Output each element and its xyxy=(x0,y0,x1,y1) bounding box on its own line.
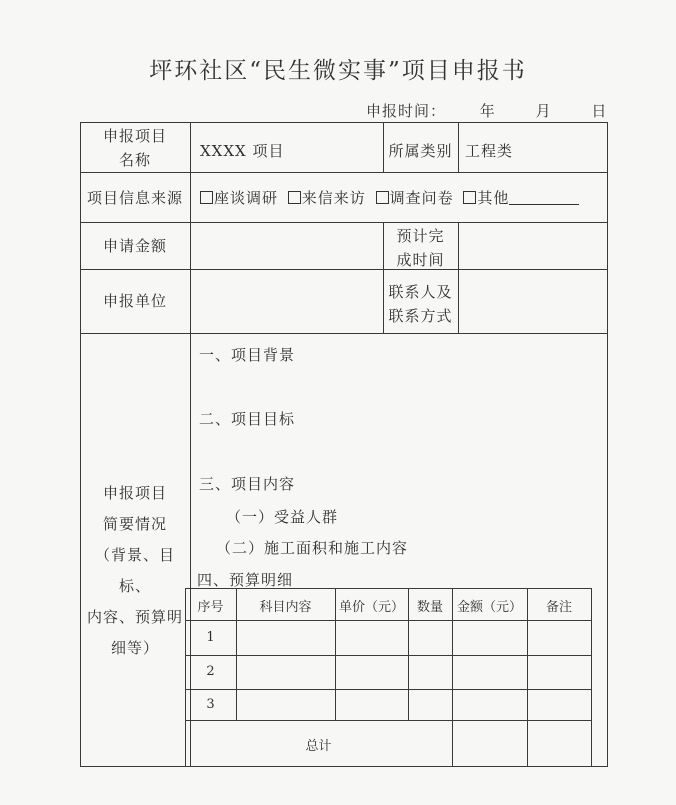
section-construction: （二）施工面积和施工内容 xyxy=(216,539,409,557)
budget-header-remarks: 备注 xyxy=(545,600,572,615)
summary-label: 申报项目 简要情况 （背景、目标、 内容、预算明 细等） xyxy=(86,484,183,657)
budget-header-quantity: 数量 xyxy=(416,600,443,615)
row-divider xyxy=(80,333,608,334)
budget-header-bottom xyxy=(185,620,592,621)
table-border-top xyxy=(80,122,608,123)
option-questionnaire: 调查问卷 xyxy=(389,189,454,207)
checkbox-icon[interactable] xyxy=(463,191,476,204)
date-month: 月 xyxy=(535,102,552,120)
budget-header-unit-price: 单价（元） xyxy=(338,600,404,615)
budget-col-line xyxy=(591,588,592,767)
other-blank-line[interactable] xyxy=(509,190,579,205)
section-goal: 二、项目目标 xyxy=(199,410,296,428)
col-divider-right xyxy=(458,122,459,172)
option-other: 其他 xyxy=(477,189,510,207)
completion-time-label: 预计完 成时间 xyxy=(396,227,445,269)
budget-total-label: 总计 xyxy=(305,739,332,754)
budget-row-index: 1 xyxy=(206,630,215,645)
info-source-options xyxy=(196,186,579,210)
section-beneficiaries: （一）受益人群 xyxy=(226,508,339,526)
project-name-value: XXXX 项目 xyxy=(200,142,285,160)
table-border-bottom xyxy=(80,766,608,767)
budget-header-item: 科目内容 xyxy=(259,600,312,615)
date-year: 年 xyxy=(479,102,496,120)
table-border-right xyxy=(607,122,608,767)
page-title: 坪环社区“民生微实事”项目申报书 xyxy=(149,58,527,84)
col-divider-right xyxy=(458,222,459,333)
budget-row-divider xyxy=(185,720,592,721)
project-name-label: 申报项目 名称 xyxy=(102,127,167,169)
contact-label: 联系人及 联系方式 xyxy=(388,283,453,325)
option-survey: 座谈调研 xyxy=(214,189,279,207)
section-content: 三、项目内容 xyxy=(199,475,296,493)
budget-header-index: 序号 xyxy=(197,600,224,615)
checkbox-icon[interactable] xyxy=(200,191,213,204)
budget-row-divider xyxy=(185,655,592,656)
budget-row-index: 3 xyxy=(206,697,215,712)
date-day: 日 xyxy=(591,102,608,120)
budget-row-index: 2 xyxy=(206,664,215,679)
budget-header-amount: 金额（元） xyxy=(456,600,522,615)
amount-label: 申请金额 xyxy=(102,237,167,255)
checkbox-icon[interactable] xyxy=(376,191,389,204)
category-label: 所属类别 xyxy=(388,142,453,160)
table-border-left xyxy=(80,122,81,767)
section-budget: 四、预算明细 xyxy=(197,571,294,589)
checkbox-icon[interactable] xyxy=(288,191,301,204)
info-source-label: 项目信息来源 xyxy=(86,189,183,207)
category-value: 工程类 xyxy=(465,142,514,160)
submission-date-line xyxy=(366,100,607,121)
option-letters: 来信来访 xyxy=(301,189,366,207)
budget-row-divider xyxy=(185,689,592,690)
row-divider xyxy=(80,222,608,223)
row-divider xyxy=(80,172,608,173)
section-background: 一、项目背景 xyxy=(199,346,296,364)
row-divider xyxy=(80,269,608,270)
applicant-unit-label: 申报单位 xyxy=(102,292,167,310)
date-label: 申报时间： xyxy=(366,102,447,120)
